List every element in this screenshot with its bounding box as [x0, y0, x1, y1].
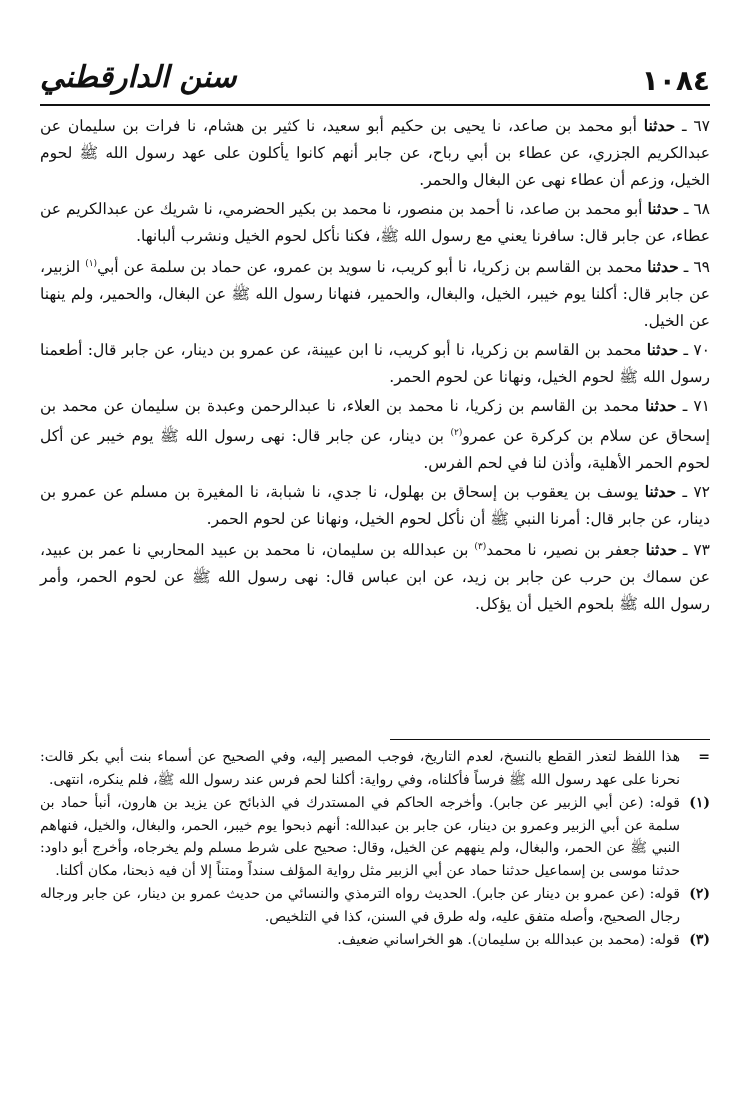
footnote-continued: [40, 746, 710, 791]
hadith-text: محمد بن القاسم بن زكريا، نا أبو كريب، نا ابن عيينة، عن عمرو بن دينار، عن جابر قال: أطعمنا رسول الله ﷺ لحوم الخيل، ونهانا عن لحوم الحمر.: [40, 341, 710, 387]
footnote-3: [40, 929, 710, 952]
hadith-number: ٦٧: [693, 117, 711, 135]
hadith-72: ٧٢ ـ حدثنا يوسف بن يعقوب بن إسحاق بن بهلول، نا جدي، نا شبابة، نا المغيرة بن مسلم عن عمرو بن دينار، عن جابر قال: أمرنا النبي ﷺ أن نأكل لحوم الخيل، ونهانا عن لحوم الحمر.: [40, 482, 710, 529]
hadith-lead: حدثنا: [643, 116, 676, 135]
hadith-text: محمد بن القاسم بن زكريا، نا محمد بن العلاء، نا عبدالرحمن وعبدة بن سليمان عن محمد بن إسحاق عن سلام بن كركرة عن عمرو: [40, 397, 710, 446]
footnote-1: [40, 792, 710, 882]
footnote-text: قوله: (عن أبي الزبير عن جابر). وأخرجه الحاكم في المستدرك في الذبائح عن يزيد بن هارون، أنبأ حماد بن سلمة عن أبي الزبير وعمرو بن دينار، عن جابر بن عبدالله: أنهم ذبحوا يوم خيبر، الحمر، والبغال، والخيل، فنهاهم النبي ﷺ عن الحمر، والبغال، ولم ينههم عن الخيل، وقال: صحيح على شرط مسلم ولم يخرجاه، وأخرج أبو داود: حدثنا موسى بن إسماعيل حدثنا حماد عن أبي الزبير مثل رواية المؤلف سنداً ومتناً إلا أن فيه ذبحنا، مكان أكلنا.: [40, 795, 680, 879]
hadith-69: ٦٩ ـ حدثنا محمد بن القاسم بن زكريا، نا أبو كريب، نا سويد بن عمرو، عن حماد بن سلمة عن أبي$^{(١)}$ الزبير، عن جابر قال: أكلنا يوم خيبر، الخيل، والبغال، والحمير، فنهانا رسول الله ﷺ عن البغال، والحمير، ولم ينهنا عن الخيل.: [40, 257, 710, 331]
hadith-lead: حدثنا: [645, 396, 677, 416]
footnote-text: قوله: (محمد بن عبدالله بن سليمان). هو الخراساني ضعيف.: [337, 932, 680, 948]
hadith-number: ٧٣: [693, 541, 710, 560]
hadith-68: ٦٨ ـ حدثنا أبو محمد بن صاعد، نا أحمد بن منصور، نا محمد بن بكير الحضرمي، نا شريك عن عبدالكريم عن عطاء، عن جابر قال: سافرنا يعني مع رسول الله ﷺ، فكنا نأكل لحوم الخيل ونشرب ألبانها.: [40, 199, 710, 245]
hadith-lead: حدثنا: [644, 482, 677, 502]
hadith-number: ٧٠: [693, 341, 710, 360]
hadith-text: بن دينار، عن جابر قال: نهى رسول الله ﷺ يوم خيبر عن أكل لحوم الحمر الأهلية، وأذن لنا في لحم الفرس.: [40, 427, 710, 473]
hadith-lead: حدثنا: [645, 540, 678, 560]
footnote-marker: (٢): [689, 886, 710, 902]
footnote-ref[interactable]: (٣): [474, 542, 487, 553]
hadith-text: جعفر بن نصير، نا محمد: [486, 541, 640, 560]
footnote-divider: [390, 739, 710, 740]
hadith-number: ٦٩: [693, 258, 710, 277]
hadith-67: ٦٧ ـ حدثنا أبو محمد بن صاعد، نا يحيى بن حكيم أبو سعيد، نا كثير بن هشام، نا فرات بن سليمان عن عبدالكريم الجزري، عن عطاء بن أبي رباح، عن جابر أنهم كانوا يأكلون على عهد رسول الله ﷺ لحوم الخيل، وزعم أن عطاء نهى عن البغال والحمر.: [40, 116, 711, 189]
footnote-marker: (١): [689, 795, 710, 811]
footnote-marker: =: [698, 749, 710, 765]
hadith-text: أبو محمد بن صاعد، نا أحمد بن منصور، نا محمد بن بكير الحضرمي، نا شريك عن عبدالكريم عن عطاء، عن جابر قال: سافرنا يعني مع رسول الله ﷺ، فكنا نأكل لحوم الخيل ونشرب ألبانها.: [40, 200, 710, 245]
footnote-marker: (٣): [689, 932, 710, 948]
hadith-lead: حدثنا: [646, 340, 679, 360]
hadith-73: ٧٣ ـ حدثنا جعفر بن نصير، نا محمد$^{(٣)}$ بن عبدالله بن سليمان، نا محمد بن عبيد المحاربي نا عمر بن عبيد، عن سماك بن حرب عن جابر بن زيد، عن ابن عباس قال: نهى رسول الله ﷺ عن لحوم الحمر، وأمر رسول الله ﷺ بلحوم الخيل أن يؤكل.: [40, 540, 710, 614]
page-header: [40, 62, 710, 106]
hadith-71: ٧١ ـ حدثنا محمد بن القاسم بن زكريا، نا محمد بن العلاء، نا عبدالرحمن وعبدة بن سليمان عن محمد بن إسحاق عن سلام بن كركرة عن عمرو$^{(٢)}$ بن دينار، عن جابر قال: نهى رسول الله ﷺ يوم خيبر عن أكل لحوم الحمر الأهلية، وأذن لنا في لحم الفرس.: [40, 396, 710, 473]
hadith-text: أبو محمد بن صاعد، نا يحيى بن حكيم أبو سعيد، نا كثير بن هشام، نا فرات بن سليمان عن عبدالكريم الجزري، عن عطاء بن أبي رباح، عن جابر أنهم كانوا يأكلون على عهد رسول الله ﷺ لحوم الخيل، وزعم أن عطاء نهى عن البغال والحمر.: [40, 117, 710, 189]
hadith-70: ٧٠ ـ حدثنا محمد بن القاسم بن زكريا، نا أبو كريب، نا ابن عيينة، عن عمرو بن دينار، عن جابر قال: أطعمنا رسول الله ﷺ لحوم الخيل، ونهانا عن لحوم الحمر.: [40, 340, 710, 387]
footnotes: [40, 746, 710, 953]
running-title: سنن الدارقطني: [40, 60, 237, 95]
hadith-text: الزبير، عن جابر قال: أكلنا يوم خيبر، الخيل، والبغال، والحمير، فنهانا رسول الله ﷺ عن البغال، والحمير، ولم ينهنا عن الخيل.: [40, 258, 710, 331]
main-text: [40, 112, 710, 619]
hadith-text: محمد بن القاسم بن زكريا، نا أبو كريب، نا سويد بن عمرو، عن حماد بن سلمة عن أبي: [97, 258, 643, 277]
footnote-ref[interactable]: (٢): [450, 428, 463, 439]
hadith-text: يوسف بن يعقوب بن إسحاق بن بهلول، نا جدي، نا شبابة، نا المغيرة بن مسلم عن عمرو بن دينار، عن جابر قال: أمرنا النبي ﷺ أن نأكل لحوم الخيل، ونهانا عن لحوم الحمر.: [40, 483, 710, 529]
page-number: ١٠٨٤: [641, 64, 710, 97]
footnote-ref[interactable]: (١): [85, 259, 98, 269]
footnote-2: [40, 883, 710, 928]
hadith-number: ٦٨: [693, 200, 710, 218]
hadith-lead: حدثنا: [647, 199, 679, 218]
footnote-text: هذا اللفظ لتعذر القطع بالنسخ، لعدم التاريخ، فوجب المصير إليه، وفي الصحيح عن أسماء بنت أبي بكر قالت: نحرنا على عهد رسول الله ﷺ فرساً فأكلناه، وفي رواية: أكلنا لحم فرس عند رسول الله ﷺ، فلم ينكره، انتهى.: [40, 749, 680, 788]
hadith-text: بن عبدالله بن سليمان، نا محمد بن عبيد المحاربي نا عمر بن عبيد، عن سماك بن حرب عن جابر بن زيد، عن ابن عباس قال: نهى رسول الله ﷺ عن لحوم الحمر، وأمر رسول الله ﷺ بلحوم الخيل أن يؤكل.: [40, 541, 710, 614]
hadith-lead: حدثنا: [647, 257, 679, 277]
hadith-number: ٧٢: [693, 483, 710, 502]
hadith-number: ٧١: [693, 397, 710, 416]
footnote-text: قوله: (عن عمرو بن دينار عن جابر). الحديث رواه الترمذي والنسائي من حديث عمرو بن دينار، عن جابر ورجاله رجال الصحيح، وأصله متفق عليه، وله طرق في السنن، كذا في التلخيص.: [40, 886, 680, 925]
